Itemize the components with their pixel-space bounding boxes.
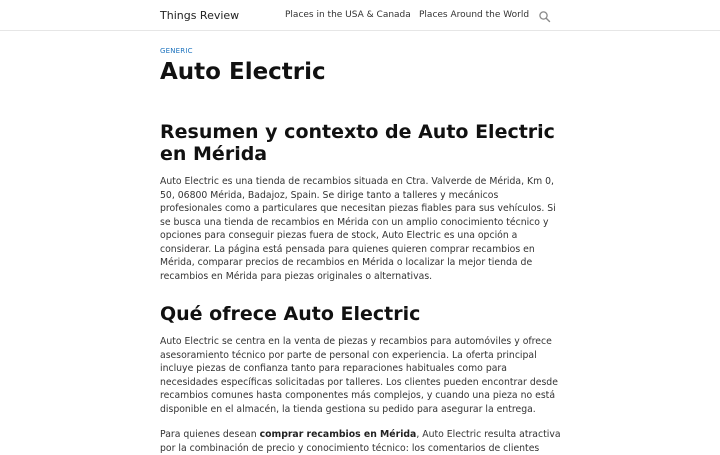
site-title-link[interactable]: Things Review — [160, 9, 240, 22]
paragraph-text-end: , Auto Electric resulta atractiva por la combinación de precio y conocimiento técnico: los comentarios de clientes — [160, 429, 561, 454]
paragraph-bold-keyword: comprar recambios en Mérida — [259, 429, 417, 440]
search-icon[interactable] — [538, 9, 552, 23]
section-paragraph-comprar — [160, 428, 562, 455]
category-link[interactable]: GENERIC — [160, 47, 193, 55]
site-header — [0, 0, 720, 31]
nav-link-usa-canada[interactable]: Places in the USA & Canada — [285, 10, 411, 20]
section-heading-que-ofrece: Qué ofrece Auto Electric — [160, 303, 421, 325]
section-heading-resumen: Resumen y contexto de Auto Electric en Mérida — [160, 121, 555, 165]
section-paragraph-que-ofrece: Auto Electric se centra en la venta de piezas y recambios para automóviles y ofrece asesoramiento técnico por parte de personal con experiencia. La oferta principal incluye piezas de confianza tanto para reparaciones habituales como para necesidades específicas solicitadas por talleres. Los clientes pueden encontrar desde recambios comunes hasta componentes más complejos, y cuando una pieza no está disponible en el almacén, la tienda gestiona su pedido para asegurar la entrega. — [160, 336, 558, 415]
nav-link-around-world[interactable]: Places Around the World — [419, 10, 530, 20]
page-title: Auto Electric — [160, 59, 326, 85]
section-paragraph-resumen: Auto Electric es una tienda de recambios situada en Ctra. Valverde de Mérida, Km 0, 50, 06800 Mérida, Badajoz, Spain. Se dirige tanto a talleres y mecánicos profesionales como a particulares que necesitan piezas fiables para sus vehículos. Si se busca una tienda de recambios en Mérida con un amplio conocimiento técnico y opciones para conseguir piezas fuera de stock, Auto Electric es una opción a considerar. La página está pensada para quienes quieren comprar recambios en Mérida, comparar precios de recambios en Mérida o localizar la mejor tienda de recambios en Mérida para piezas originales o alternativas. — [160, 176, 556, 282]
article — [160, 47, 562, 455]
paragraph-text-start: Para quienes desean — [160, 429, 260, 440]
